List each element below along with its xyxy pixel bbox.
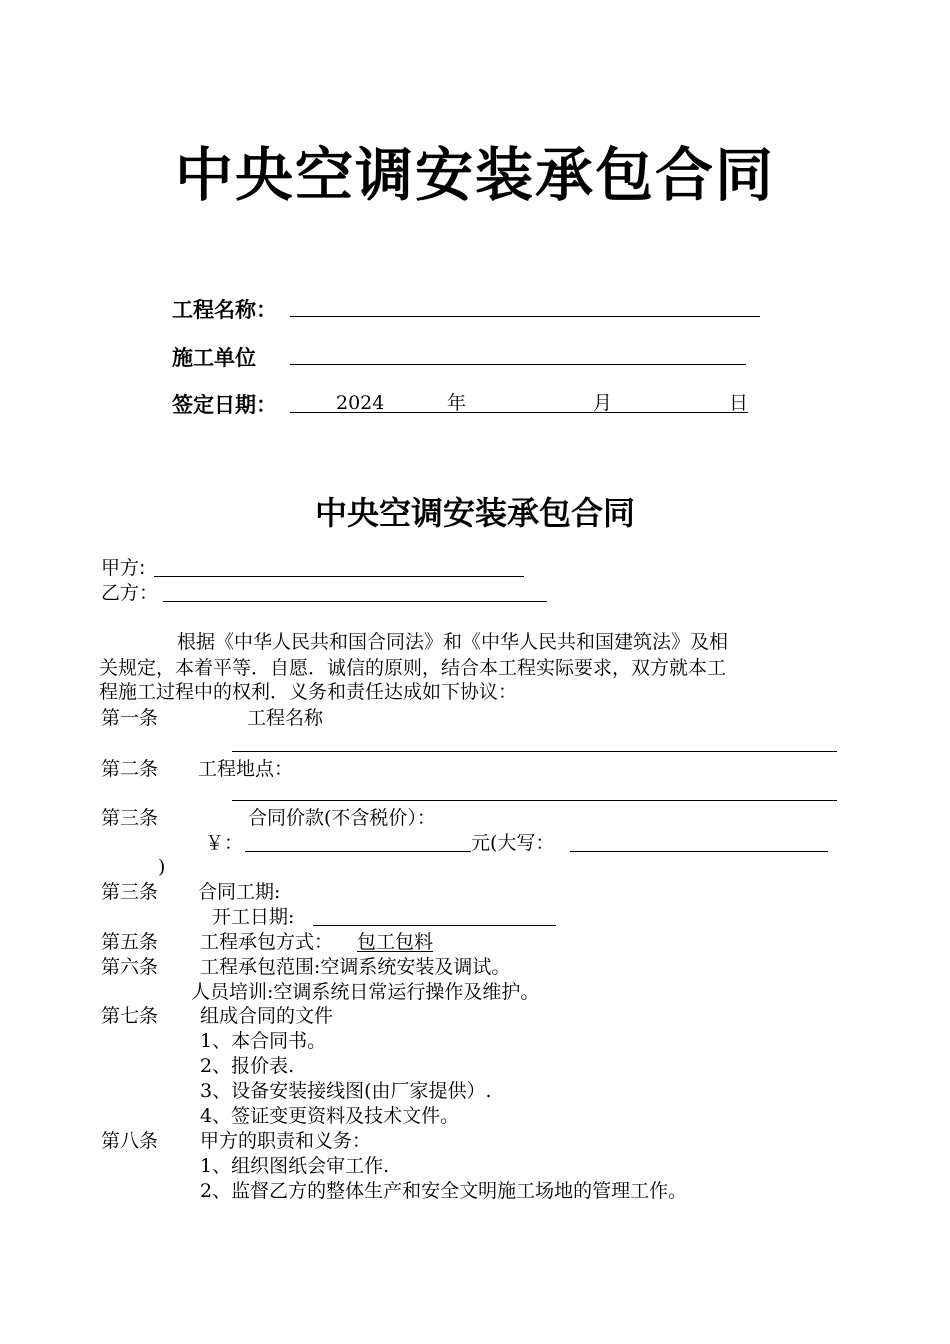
- year-char: 年: [447, 392, 467, 414]
- price-words-field[interactable]: [570, 851, 828, 852]
- article-6-training: 人员培训:空调系统日常运行操作及维护。: [191, 981, 540, 1003]
- project-location-field[interactable]: [232, 800, 837, 801]
- article-7-item: 2、报价表.: [200, 1055, 295, 1077]
- month-char: 月: [593, 392, 613, 414]
- party-b-blank[interactable]: [163, 601, 547, 602]
- builder-blank[interactable]: [290, 364, 746, 365]
- article-7-text: 组成合同的文件: [200, 1005, 334, 1027]
- builder-label: 施工单位: [172, 346, 256, 370]
- sign-year: 2024: [336, 392, 385, 414]
- preamble-line-2: 关规定，本着平等．自愿．诚信的原则，结合本工程实际要求，双方就本工: [99, 657, 727, 679]
- article-7-item: 3、设备安装接线图(由厂家提供）.: [200, 1080, 492, 1102]
- article-2-number: 第二条: [101, 758, 159, 780]
- article-7-item: 1、本合同书。: [200, 1030, 327, 1052]
- article-8-item: 1、组织图纸会审工作.: [200, 1155, 390, 1177]
- article-7-item: 4、签证变更资料及技术文件。: [200, 1105, 460, 1127]
- article-8-item: 2、监督乙方的整体生产和安全文明施工场地的管理工作。: [200, 1180, 688, 1202]
- article-2-text: 工程地点：: [198, 758, 294, 780]
- article-6-text: 工程承包范围:空调系统安装及调试。: [200, 956, 511, 978]
- day-char: 日: [729, 392, 749, 414]
- article-1-number: 第一条: [101, 707, 159, 729]
- preamble-line-3: 程施工过程中的权利．义务和责任达成如下协议：: [99, 681, 518, 703]
- preamble-line-1: 根据《中华人民共和国合同法》和《中华人民共和国建筑法》及相: [177, 631, 729, 653]
- contract-title: 中央空调安装承包合同: [314, 494, 635, 532]
- party-a-blank[interactable]: [154, 576, 524, 577]
- article-5-number: 第五条: [101, 931, 159, 953]
- price-currency-label: ￥：: [205, 832, 244, 854]
- party-b-label: 乙方：: [101, 582, 159, 604]
- project-name-blank[interactable]: [290, 316, 760, 317]
- cover-title: 中央空调安装承包合同: [174, 141, 775, 209]
- article-1-text: 工程名称: [247, 707, 324, 729]
- article-7-number: 第七条: [101, 1005, 159, 1027]
- article-8-text: 甲方的职责和义务：: [200, 1130, 372, 1152]
- start-date-label: 开工日期:: [212, 906, 295, 928]
- project-name-field[interactable]: [232, 751, 837, 752]
- party-a-label: 甲方:: [101, 557, 146, 579]
- article-3-number: 第三条: [101, 807, 159, 829]
- article-4-number: 第三条: [101, 881, 159, 903]
- price-amount-field[interactable]: [245, 851, 471, 852]
- article-3-text: 合同价款(不含税价）：: [248, 807, 436, 829]
- article-4-text: 合同工期:: [198, 881, 281, 903]
- price-yuan-label: 元(大写：: [471, 832, 555, 854]
- article-6-number: 第六条: [101, 956, 159, 978]
- article-5-value: 包工包料: [357, 931, 434, 953]
- start-date-field[interactable]: [313, 925, 556, 926]
- sign-date-label: 签定日期：: [172, 393, 277, 417]
- project-name-label: 工程名称：: [172, 298, 277, 322]
- price-close-paren: ): [158, 856, 166, 878]
- article-5-text: 工程承包方式：: [200, 931, 334, 953]
- article-8-number: 第八条: [101, 1130, 159, 1152]
